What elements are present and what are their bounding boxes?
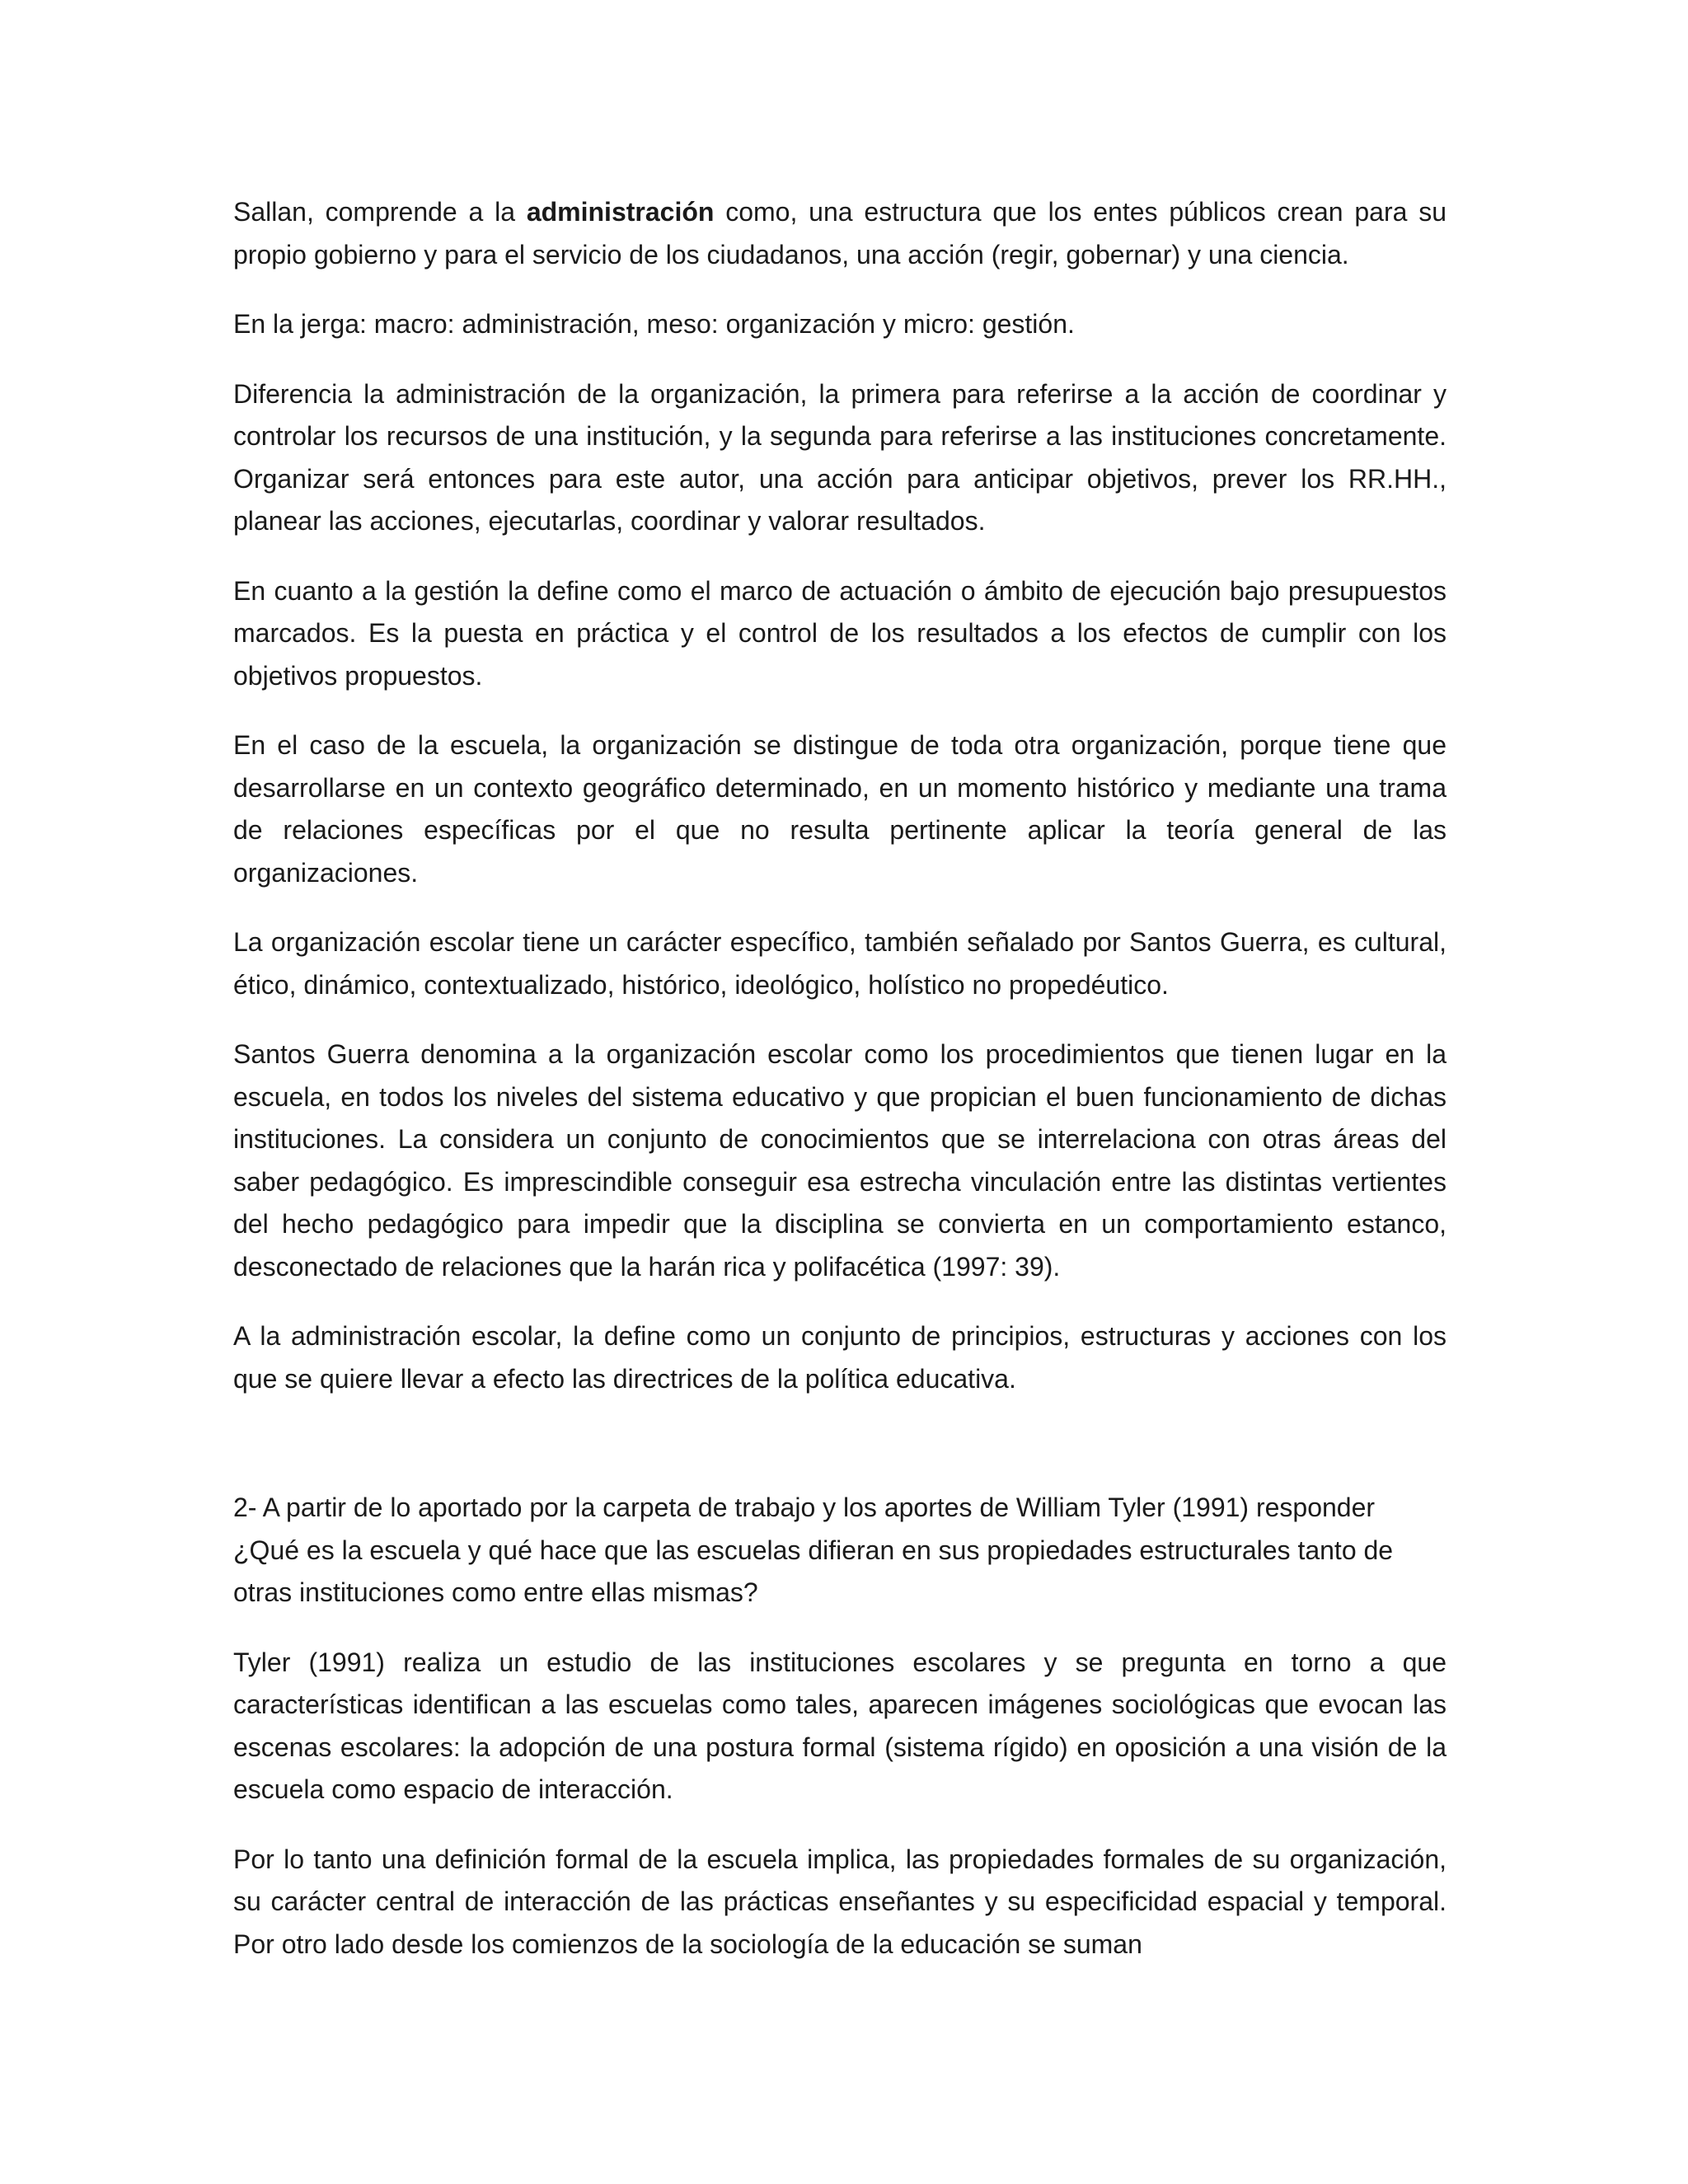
paragraph-administracion-escolar: A la administración escolar, la define como un conjunto de principios, estructuras y acciones con los que se quiere llevar a efecto las directrices de la política educativa.: [233, 1321, 1447, 1394]
paragraph-diferencia: Diferencia la administración de la organización, la primera para referirse a la acción de coordinar y controlar los recursos de una institución, y la segunda para referirse a las instituciones concretamente. Organizar será entonces para este autor, una acción para anticipar objetivos, prever los RR.HH., planear las acciones, ejecutarlas, coordinar y valorar resultados.: [233, 378, 1447, 536]
paragraph-sallan-definition-start: Sallan, comprende a la: [233, 197, 527, 227]
paragraph-organizacion-escolar: La organización escolar tiene un carácter específico, también señalado por Santos Guerra, es cultural, ético, dinámico, contextualizado, histórico, ideológico, holístico no propedéutico.: [233, 927, 1447, 1000]
question-2: 2- A partir de lo aportado por la carpeta de trabajo y los aportes de William Tyler (1991) responder ¿Qué es la escuela y qué hace que las escuelas difieran en sus propiedades estructurales tanto de otras instituciones como entre ellas mismas?: [233, 1493, 1394, 1607]
paragraph-jerga: En la jerga: macro: administración, meso: organización y micro: gestión.: [233, 309, 1075, 339]
paragraph-tyler: Tyler (1991) realiza un estudio de las instituciones escolares y se pregunta en torno a que características identifican a las escuelas como tales, aparecen imágenes sociológicas que evocan las escenas escolares: la adopción de una postura formal (sistema rígido) en oposición a una visión de la escuela como espacio de interacción.: [233, 1647, 1447, 1804]
paragraph-sallan-definition-end: como, una estructura que los entes públicos crean para su propio gobierno y para el servicio de los ciudadanos, una acción (regir, gobernar) y una ciencia.: [233, 197, 1447, 269]
paragraph-definicion-formal: Por lo tanto una definición formal de la escuela implica, las propiedades formales de su organización, su carácter central de interacción de las prácticas enseñantes y su especificidad espacial y temporal. Por otro lado desde los comienzos de la sociología de la educación se suman: [233, 1844, 1447, 1959]
paragraph-sallan-definition: [233, 191, 1447, 276]
paragraph-gestion: En cuanto a la gestión la define como el marco de actuación o ámbito de ejecución bajo presupuestos marcados. Es la puesta en práctica y el control de los resultados a los efectos de cumplir con los objetivos propuestos.: [233, 575, 1447, 691]
paragraph-santos-guerra: Santos Guerra denomina a la organización escolar como los procedimientos que tienen lugar en la escuela, en todos los niveles del sistema educativo y que propician el buen funcionamiento de dichas instituciones. La considera un conjunto de conocimientos que se interrelaciona con otras áreas del saber pedagógico. Es imprescindible conseguir esa estrecha vinculación entre las distintas vertientes del hecho pedagógico para impedir que la disciplina se convierta en un comportamiento estanco, desconectado de relaciones que la harán rica y polifacética (1997: 39).: [233, 1039, 1447, 1282]
document-body: [233, 191, 1447, 1993]
paragraph-caso-escuela: En el caso de la escuela, la organización se distingue de toda otra organización, porque tiene que desarrollarse en un contexto geográfico determinado, en un momento histórico y mediante una trama de relaciones específicas por el que no resulta pertinente aplicar la teoría general de las organizaciones.: [233, 730, 1447, 888]
bold-term-administracion: administración: [526, 197, 715, 227]
